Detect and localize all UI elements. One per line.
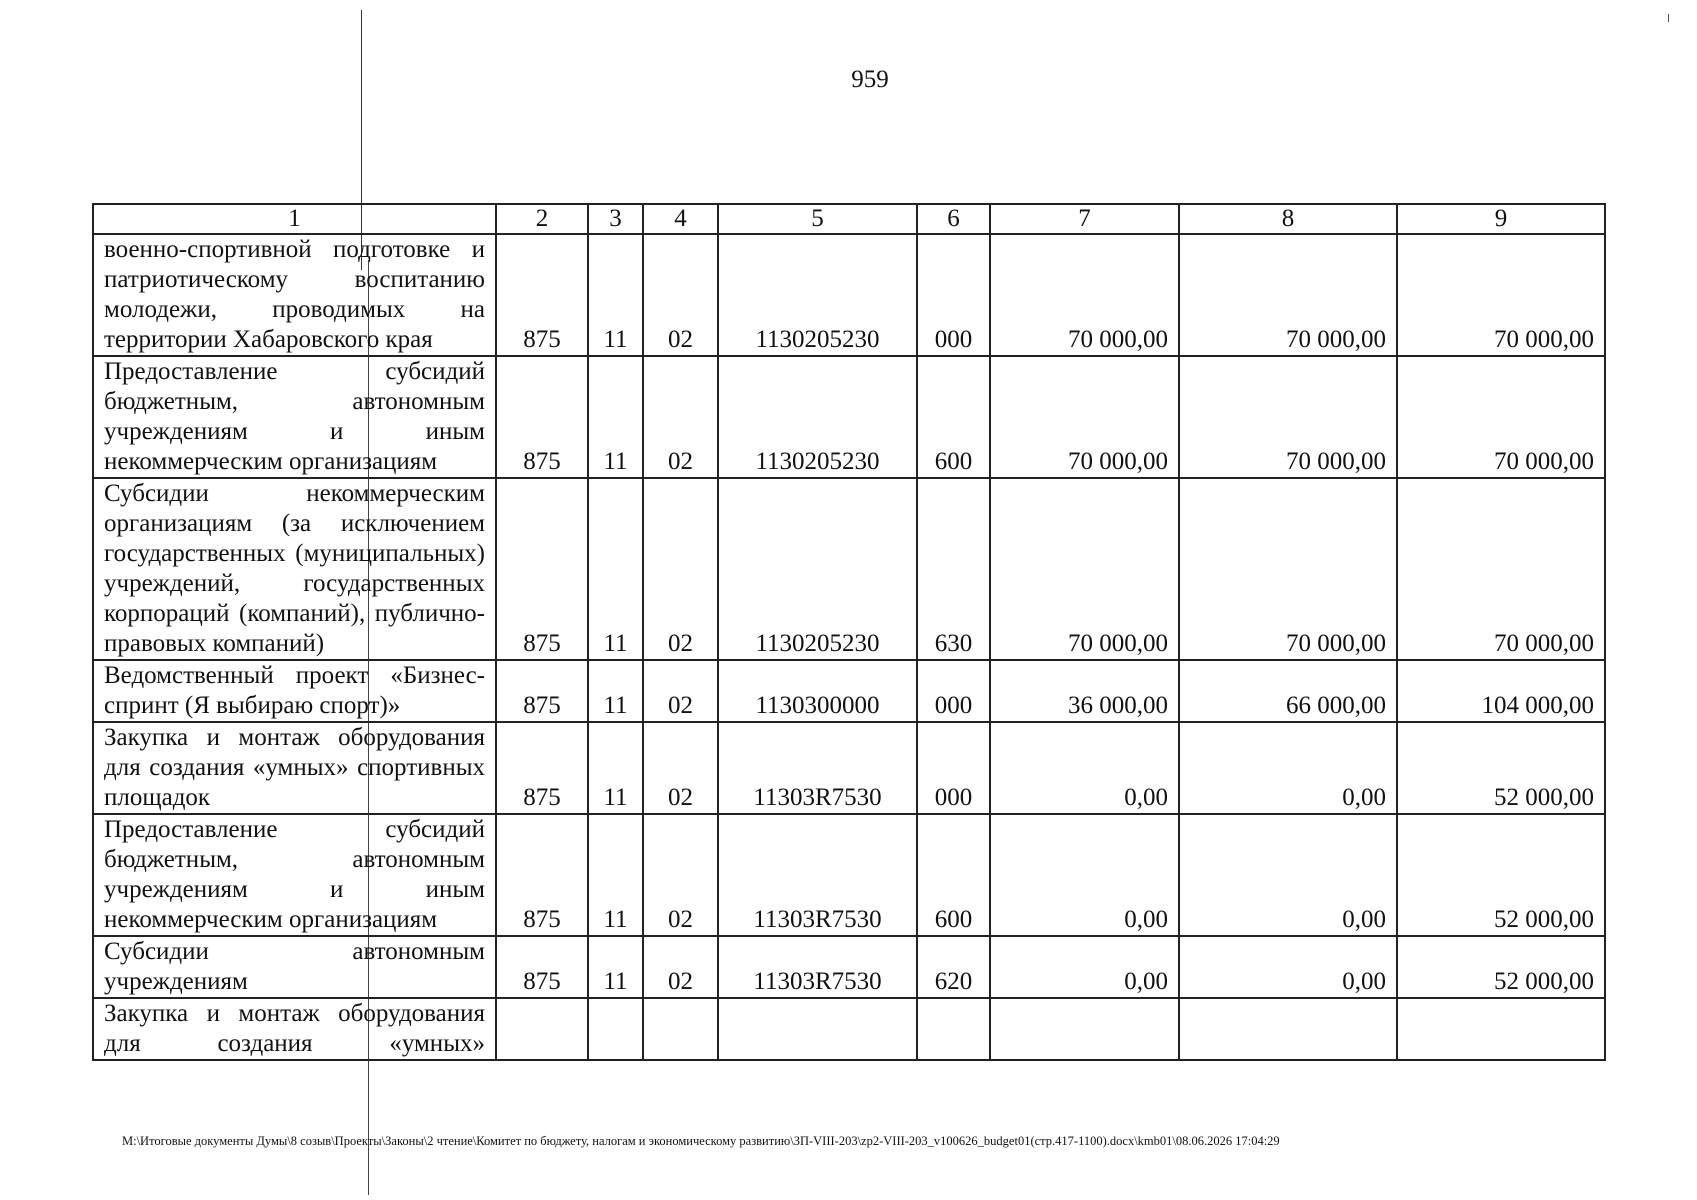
table-row	[93, 998, 1605, 1060]
cell-expense-type	[917, 998, 990, 1060]
cell-amount-col8: 0,00	[1179, 722, 1397, 814]
cell-section: 11	[588, 234, 643, 356]
cell-amount-col7: 70 000,00	[990, 356, 1179, 478]
cell-gradm: 875	[496, 356, 588, 478]
cell-amount-col7: 70 000,00	[990, 478, 1179, 660]
cell-gradm: 875	[496, 814, 588, 936]
table-row	[93, 936, 1605, 998]
table-row	[93, 234, 1605, 356]
cell-amount-col7: 36 000,00	[990, 660, 1179, 722]
column-header: 4	[643, 204, 718, 234]
cell-expense-type: 000	[917, 660, 990, 722]
cell-gradm: 875	[496, 234, 588, 356]
cell-subsection	[643, 998, 718, 1060]
cell-amount-col7: 0,00	[990, 936, 1179, 998]
cell-subsection: 02	[643, 478, 718, 660]
cell-subsection: 02	[643, 234, 718, 356]
cell-subsection: 02	[643, 814, 718, 936]
cell-amount-col7: 0,00	[990, 722, 1179, 814]
row-name: Субсидии автономным учреждениям	[93, 936, 496, 998]
cell-amount-col7: 70 000,00	[990, 234, 1179, 356]
cell-expense-type: 600	[917, 814, 990, 936]
cell-amount-col8: 70 000,00	[1179, 478, 1397, 660]
cell-target-article: 1130300000	[718, 660, 917, 722]
cell-amount-col9: 70 000,00	[1397, 234, 1605, 356]
cell-subsection: 02	[643, 660, 718, 722]
cell-expense-type: 000	[917, 722, 990, 814]
row-name: Ведомственный проект «Бизнес-спринт (Я выбираю спорт)»	[93, 660, 496, 722]
cell-amount-col9: 52 000,00	[1397, 936, 1605, 998]
cell-target-article: 11303R7530	[718, 936, 917, 998]
table-row	[93, 660, 1605, 722]
cell-amount-col9: 70 000,00	[1397, 478, 1605, 660]
cell-target-article: 1130205230	[718, 478, 917, 660]
column-header: 5	[718, 204, 917, 234]
cell-section: 11	[588, 478, 643, 660]
table-row	[93, 356, 1605, 478]
cell-subsection: 02	[643, 936, 718, 998]
cell-amount-col8: 70 000,00	[1179, 356, 1397, 478]
column-header: 7	[990, 204, 1179, 234]
table-header-row	[93, 204, 1605, 234]
column-header: 1	[93, 204, 496, 234]
document-file-path: M:\Итоговые документы Думы\8 созыв\Проекты\Законы\2 чтение\Комитет по бюджету, налогам и экономическому развитию\ЗП-VIII-203\zp2-VIII-203_v100626_budget01(стр.417-1100).docx\kmb01\08.06.2026 17:04:29	[122, 1134, 1280, 1148]
table-row	[93, 722, 1605, 814]
cell-expense-type: 000	[917, 234, 990, 356]
row-name: военно-спортивной подготовке и патриотическому воспитанию молодежи, проводимых на территории Хабаровского края	[93, 234, 496, 356]
row-name: Субсидии некоммерческим организациям (за исключением государственных (муниципальных) учреждений, государственных корпораций (компаний), публично-правовых компаний)	[93, 478, 496, 660]
budget-table	[92, 203, 1606, 1061]
cell-gradm: 875	[496, 936, 588, 998]
cell-amount-col7: 0,00	[990, 814, 1179, 936]
cell-expense-type: 600	[917, 356, 990, 478]
cell-amount-col8: 0,00	[1179, 936, 1397, 998]
column-header: 9	[1397, 204, 1605, 234]
cell-target-article: 1130205230	[718, 234, 917, 356]
cell-expense-type: 630	[917, 478, 990, 660]
cell-section: 11	[588, 660, 643, 722]
column-header: 6	[917, 204, 990, 234]
table-row	[93, 814, 1605, 936]
row-name: Предоставление субсидий бюджетным, автономным учреждениям и иным некоммерческим организациям	[93, 356, 496, 478]
cell-amount-col9: 52 000,00	[1397, 814, 1605, 936]
cell-section	[588, 998, 643, 1060]
cell-target-article: 1130205230	[718, 356, 917, 478]
cell-subsection: 02	[643, 356, 718, 478]
row-name: Закупка и монтаж оборудования для создания «умных» спортивных площадок	[93, 722, 496, 814]
cell-expense-type: 620	[917, 936, 990, 998]
cell-gradm	[496, 998, 588, 1060]
cell-section: 11	[588, 356, 643, 478]
cell-gradm: 875	[496, 478, 588, 660]
column-header: 8	[1179, 204, 1397, 234]
table-row	[93, 478, 1605, 660]
cell-target-article: 11303R7530	[718, 814, 917, 936]
scan-artifact-mark	[1668, 14, 1669, 22]
cell-gradm: 875	[496, 660, 588, 722]
cell-amount-col9: 104 000,00	[1397, 660, 1605, 722]
cell-amount-col9: 70 000,00	[1397, 356, 1605, 478]
page-number: 959	[851, 66, 889, 93]
row-name: Закупка и монтаж оборудования для создания «умных»	[93, 998, 496, 1060]
cell-section: 11	[588, 814, 643, 936]
cell-amount-col8: 66 000,00	[1179, 660, 1397, 722]
column-header: 3	[588, 204, 643, 234]
column-header: 2	[496, 204, 588, 234]
cell-amount-col9: 52 000,00	[1397, 722, 1605, 814]
cell-subsection: 02	[643, 722, 718, 814]
cell-amount-col8	[1179, 998, 1397, 1060]
cell-amount-col9	[1397, 998, 1605, 1060]
cell-section: 11	[588, 936, 643, 998]
cell-gradm: 875	[496, 722, 588, 814]
cell-target-article	[718, 998, 917, 1060]
cell-target-article: 11303R7530	[718, 722, 917, 814]
cell-amount-col8: 0,00	[1179, 814, 1397, 936]
cell-section: 11	[588, 722, 643, 814]
cell-amount-col8: 70 000,00	[1179, 234, 1397, 356]
cell-amount-col7	[990, 998, 1179, 1060]
row-name: Предоставление субсидий бюджетным, автономным учреждениям и иным некоммерческим организациям	[93, 814, 496, 936]
